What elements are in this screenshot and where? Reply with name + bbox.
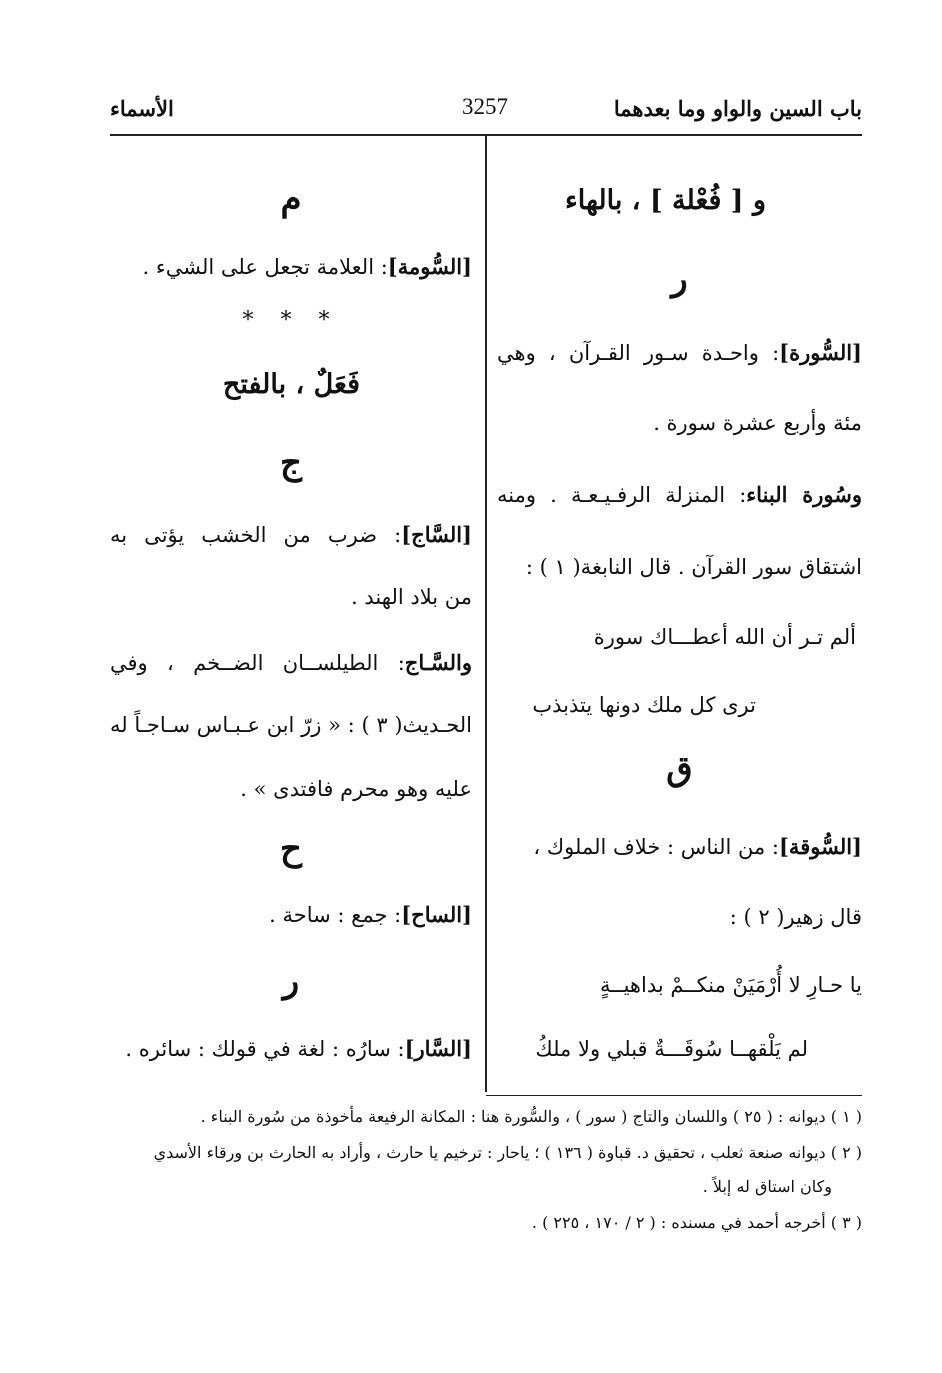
headword-sura: [السُّورة] bbox=[779, 340, 862, 365]
verse-nabigha-second-hemistich: ترى كل ملك دونها يتذبذب bbox=[532, 693, 756, 717]
headword-saj: [السَّاج] bbox=[401, 522, 472, 547]
headword-suma: [السُّومة] bbox=[387, 254, 472, 279]
letter-heading-j: ج bbox=[280, 443, 302, 483]
entry-sura-line2: مئة وأربع عشرة سورة . bbox=[653, 411, 862, 435]
entry-saj-line2: من بلاد الهند . bbox=[351, 585, 472, 609]
footnote-3: ( ٣ ) أخرجه أحمد في مسنده : ( ٢ / ١٧٠ ، ٢٢٥ ) . bbox=[531, 1213, 862, 1232]
entry-saj2-line3: عليه وهو محرم فافتدى » . bbox=[240, 777, 472, 801]
footnote-2-line1: ( ٢ ) ديوانه صنعة ثعلب ، تحقيق د. قباوة ( ١٣٦ ) ؛ ياحار : ترخيم يا حارث ، وأراد به الحارث بن ورقاء الأسدي bbox=[153, 1143, 862, 1162]
headword-sah: [الساح] bbox=[401, 902, 472, 927]
entry-suqa-line1: [السُّوقة]: من الناس : خلاف الملوك ، bbox=[533, 834, 862, 859]
entry-suqa-line2: قال زهير( ٢ ) : bbox=[729, 905, 862, 929]
footnote-2-line2: وكان استاق له إبلاً . bbox=[702, 1177, 832, 1196]
page-header bbox=[110, 92, 862, 136]
entry-saj-line1: [السَّاج]: ضرب من الخشب يؤتى به bbox=[110, 522, 472, 547]
page-number: 3257 bbox=[462, 94, 508, 119]
verse-zuhair-second-hemistich: لم يَلْقهــا سُوقَـــةٌ قبلي ولا ملكُ bbox=[535, 1037, 808, 1061]
entry-suma-line1: [السُّومة]: العلامة تجعل على الشيء . bbox=[142, 254, 472, 279]
entry-sura-line1: [السُّورة]: واحـدة سـور القـرآن ، وهي bbox=[497, 340, 862, 365]
letter-heading-h: ح bbox=[280, 829, 302, 869]
letter-heading-r-left: ر bbox=[282, 961, 300, 1001]
footnote-rule bbox=[486, 1095, 862, 1096]
letter-heading-q: ق bbox=[666, 749, 693, 789]
entry-saj2-line1: والسَّـاج: الطيلســان الضــخم ، وفي bbox=[110, 650, 472, 675]
headword-surat-albinaa: وسُورة البناء bbox=[746, 482, 862, 507]
letter-heading-m: م bbox=[280, 179, 302, 219]
verse-zuhair-first-hemistich: يا حـارِ لا أُرْمَيَنْ منكــمْ بداهيــةٍ bbox=[600, 973, 862, 997]
entry-sah-line1: [الساح]: جمع : ساحة . bbox=[269, 902, 472, 927]
headword-suqa: [السُّوقة] bbox=[779, 834, 862, 859]
entry-sar-line1: [السَّار]: سارُه : لغة في قولك : سائره . bbox=[125, 1036, 472, 1061]
verse-nabigha-first-hemistich: ألم تـر أن الله أعطـــاك سورة bbox=[593, 625, 856, 649]
entry-saj2-line2: الحـديث( ٣ ) : « زرّ ابن عـبـاس سـاجـاً له bbox=[110, 713, 472, 737]
header-chapter-title: باب السين والواو وما بعدهما bbox=[613, 96, 862, 121]
section-separator-stars: * * * bbox=[242, 308, 340, 333]
section-title-faal: فَعَلٌ ، بالفتح bbox=[222, 369, 360, 400]
entry-surat-albinaa-line2: اشتقاق سور القرآن . قال النابغة( ١ ) : bbox=[525, 555, 862, 579]
entry-surat-albinaa-line1: وسُورة البناء: المنزلة الرفـيـعـة . ومنه bbox=[497, 482, 862, 507]
footnote-1: ( ١ ) ديوانه : ( ٢٥ ) واللسان والتاج ( سور ) ، والسُّورة هنا : المكانة الرفيعة مأخوذة من سُورة البناء . bbox=[200, 1107, 862, 1126]
letter-heading-r: ر bbox=[671, 259, 688, 299]
headword-saj2: والسَّـاج bbox=[404, 650, 472, 675]
section-title-fula: و [ فُعْلة ] ، بالهاء bbox=[565, 185, 766, 216]
header-section-title: الأسماء bbox=[110, 96, 174, 121]
headword-sar: [السَّار] bbox=[404, 1036, 472, 1061]
column-divider bbox=[485, 136, 487, 1092]
